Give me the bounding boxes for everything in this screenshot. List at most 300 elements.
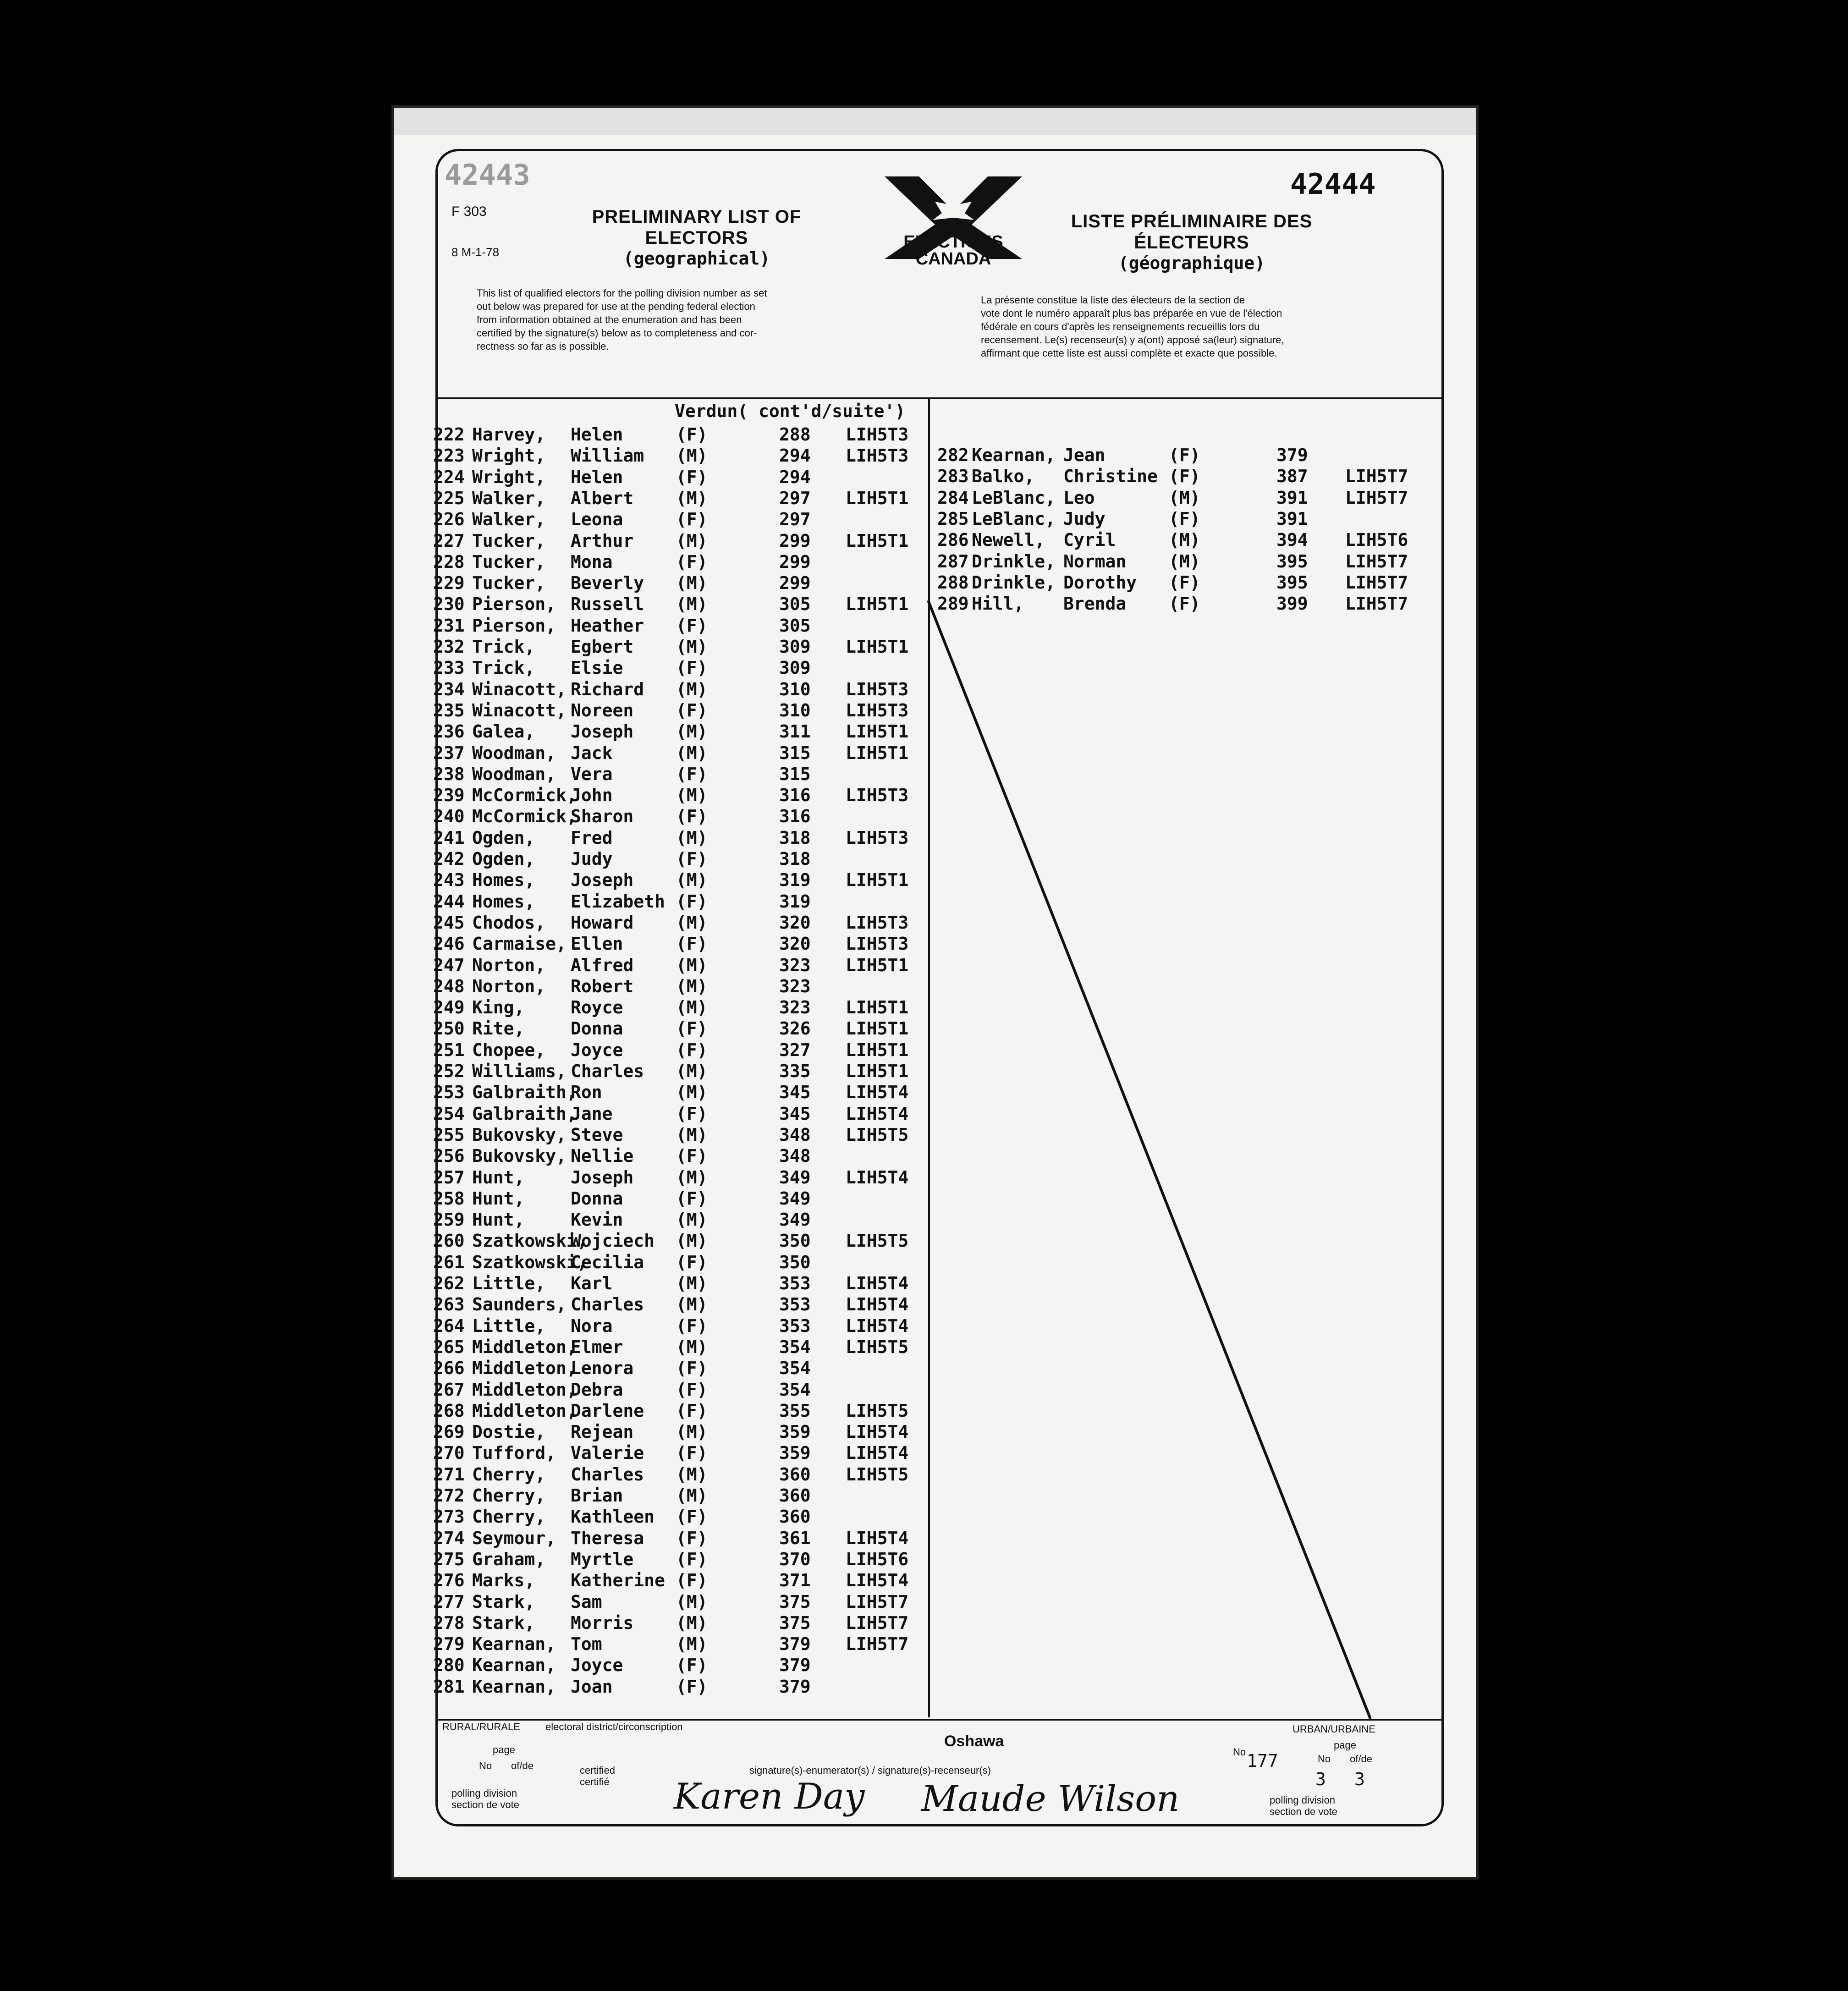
- elector-postal-code: LIH5T1: [846, 488, 909, 508]
- elector-house-number: 360: [779, 1507, 811, 1527]
- elector-sex: (M): [676, 1485, 708, 1506]
- elector-sex: (F): [676, 658, 708, 678]
- elector-house-number: 354: [779, 1336, 811, 1357]
- elector-number: 266: [433, 1358, 465, 1379]
- elector-given-name: Cyril: [1063, 530, 1116, 550]
- elector-house-number: 350: [779, 1231, 811, 1251]
- elector-sex: (F): [676, 1315, 708, 1336]
- cancel-diagonal-line: [394, 108, 1476, 1877]
- elector-surname: Cherry,: [472, 1507, 546, 1527]
- elector-house-number: 310: [779, 700, 811, 720]
- elector-sex: (F): [676, 1188, 708, 1209]
- certified-label-en: certified: [580, 1765, 616, 1776]
- elector-given-name: Brenda: [1063, 594, 1127, 614]
- elector-house-number: 316: [779, 785, 811, 806]
- page-number: 3: [1315, 1769, 1326, 1789]
- elector-given-name: William: [571, 446, 644, 466]
- elector-surname: Cherry,: [472, 1485, 546, 1506]
- elector-surname: Pierson,: [472, 594, 556, 615]
- logo-text-canada: CANADA: [915, 249, 991, 269]
- rural-label: RURAL/RURALE: [442, 1721, 520, 1732]
- elector-given-name: Judy: [571, 849, 613, 869]
- elector-given-name: Myrtle: [571, 1549, 634, 1569]
- elector-postal-code: LIH5T4: [846, 1422, 909, 1442]
- elector-sex: (M): [676, 742, 708, 763]
- elector-sex: (M): [676, 1634, 708, 1655]
- elector-number: 286: [937, 530, 969, 550]
- elector-surname: Kearnan,: [472, 1655, 556, 1676]
- elector-number: 284: [937, 487, 969, 508]
- elector-postal-code: LIH5T4: [846, 1167, 909, 1188]
- elector-number: 255: [433, 1124, 465, 1145]
- elector-sex: (M): [676, 997, 708, 1018]
- elector-number: 247: [433, 955, 465, 975]
- elector-sex: (M): [676, 912, 708, 933]
- elector-number: 270: [433, 1443, 465, 1463]
- elector-sex: (M): [676, 976, 708, 996]
- elector-house-number: 348: [779, 1146, 811, 1166]
- elector-sex: (F): [676, 551, 708, 572]
- elector-surname: Saunders,: [472, 1294, 566, 1315]
- elector-given-name: Nellie: [571, 1146, 634, 1166]
- page-total: 3: [1354, 1769, 1365, 1789]
- elector-given-name: Jack: [571, 742, 613, 763]
- elector-house-number: 353: [779, 1294, 811, 1315]
- elector-postal-code: LIH5T3: [846, 912, 909, 933]
- elector-house-number: 350: [779, 1252, 811, 1272]
- elector-given-name: Charles: [571, 1061, 644, 1081]
- title-en-line1: PRELIMINARY LIST OF: [592, 207, 802, 227]
- elector-number: 249: [433, 997, 465, 1018]
- elector-sex: (F): [676, 1103, 708, 1124]
- elector-sex: (F): [676, 1018, 708, 1039]
- elector-postal-code: LIH5T1: [846, 530, 909, 551]
- elector-house-number: 319: [779, 870, 811, 891]
- elector-sex: (M): [1169, 551, 1200, 572]
- elector-sex: (F): [676, 1146, 708, 1166]
- notice-fr-line: recensement. Le(s) recenseur(s) y a(ont) apposé sa(leur) signature,: [981, 334, 1284, 346]
- elector-sex: (F): [1169, 508, 1200, 529]
- elector-number: 276: [433, 1570, 465, 1591]
- elector-postal-code: LIH5T5: [846, 1231, 909, 1251]
- elector-surname: Tufford,: [472, 1443, 556, 1463]
- no-label-right: No: [1233, 1746, 1246, 1758]
- elector-sex: (M): [676, 870, 708, 891]
- elector-surname: Winacott,: [472, 700, 566, 720]
- subtitle-en: (geographical): [623, 248, 770, 269]
- elector-number: 234: [433, 679, 465, 699]
- title-fr-line2: ÉLECTEURS: [1134, 232, 1249, 253]
- elector-sex: (F): [676, 1400, 708, 1421]
- elector-house-number: 348: [779, 1124, 811, 1145]
- elector-surname: Hunt,: [472, 1188, 525, 1209]
- elector-house-number: 360: [779, 1485, 811, 1506]
- elector-house-number: 299: [779, 573, 811, 594]
- elector-given-name: Vera: [571, 764, 613, 784]
- elector-surname: Norton,: [472, 976, 546, 996]
- elector-surname: Pierson,: [472, 615, 556, 636]
- elector-surname: McCormick,: [472, 785, 577, 806]
- elector-given-name: Norman: [1063, 551, 1127, 572]
- elector-postal-code: LIH5T4: [846, 1528, 909, 1548]
- elector-number: 261: [433, 1252, 465, 1272]
- elector-given-name: Egbert: [571, 637, 634, 657]
- elector-sex: (M): [676, 785, 708, 806]
- elector-house-number: 305: [779, 594, 811, 615]
- elector-given-name: Charles: [571, 1464, 644, 1485]
- polling-label-right-en: polling division: [1270, 1794, 1336, 1806]
- elector-postal-code: LIH5T7: [1345, 466, 1408, 487]
- elector-surname: Woodman,: [472, 742, 556, 763]
- elector-given-name: Joyce: [571, 1655, 623, 1676]
- elector-number: 288: [937, 572, 969, 593]
- elector-postal-code: LIH5T1: [846, 1040, 909, 1060]
- elector-sex: (M): [676, 1422, 708, 1442]
- elector-given-name: Ron: [571, 1082, 602, 1103]
- elector-number: 242: [433, 849, 465, 869]
- elector-surname: Tucker,: [472, 551, 546, 572]
- elector-postal-code: LIH5T4: [846, 1103, 909, 1124]
- section-heading: Verdun( cont'd/suite'): [675, 401, 906, 421]
- elector-surname: Hunt,: [472, 1167, 525, 1188]
- elector-house-number: 311: [779, 721, 811, 742]
- notice-fr-line: La présente constitue la liste des électeurs de la section de: [981, 294, 1245, 306]
- elector-sex: (M): [676, 1210, 708, 1230]
- elector-postal-code: LIH5T4: [846, 1315, 909, 1336]
- elector-house-number: 326: [779, 1018, 811, 1039]
- certified-label-fr: certifié: [580, 1776, 610, 1788]
- elector-given-name: Karl: [571, 1273, 613, 1293]
- elector-given-name: John: [571, 785, 613, 806]
- elector-number: 250: [433, 1018, 465, 1039]
- elector-given-name: Robert: [571, 976, 634, 996]
- elector-surname: Trick,: [472, 658, 535, 678]
- elector-given-name: Helen: [571, 424, 623, 445]
- elector-number: 245: [433, 912, 465, 933]
- elector-house-number: 370: [779, 1549, 811, 1569]
- elector-house-number: 395: [1276, 551, 1308, 572]
- elector-house-number: 375: [779, 1612, 811, 1633]
- elector-number: 251: [433, 1040, 465, 1060]
- elector-sex: (M): [676, 1336, 708, 1357]
- elector-house-number: 319: [779, 891, 811, 912]
- elector-number: 277: [433, 1591, 465, 1612]
- elector-surname: Galbraith,: [472, 1082, 577, 1103]
- elector-number: 256: [433, 1146, 465, 1166]
- elector-number: 244: [433, 891, 465, 912]
- polling-label-left-en: polling division: [451, 1788, 517, 1799]
- elector-given-name: Leo: [1063, 487, 1095, 508]
- elector-number: 274: [433, 1528, 465, 1548]
- elector-house-number: 299: [779, 551, 811, 572]
- elector-number: 238: [433, 764, 465, 784]
- elector-postal-code: LIH5T7: [1345, 572, 1408, 593]
- elector-number: 227: [433, 530, 465, 551]
- elector-surname: Wright,: [472, 446, 546, 466]
- title-en-line2: ELECTORS: [645, 228, 748, 248]
- elector-number: 278: [433, 1612, 465, 1633]
- elector-given-name: Heather: [571, 615, 644, 636]
- of-label-left: of/de: [511, 1760, 534, 1771]
- elector-postal-code: LIH5T1: [846, 997, 909, 1018]
- elector-surname: Stark,: [472, 1591, 535, 1612]
- elector-number: 260: [433, 1231, 465, 1251]
- elector-given-name: Jean: [1063, 445, 1106, 465]
- elector-given-name: Elizabeth: [571, 891, 665, 912]
- elector-number: 226: [433, 509, 465, 530]
- elector-number: 252: [433, 1061, 465, 1081]
- elector-surname: McCormick,: [472, 806, 577, 827]
- elector-house-number: 375: [779, 1591, 811, 1612]
- elector-house-number: 379: [779, 1676, 811, 1697]
- elector-number: 229: [433, 573, 465, 594]
- elector-postal-code: LIH5T4: [846, 1570, 909, 1591]
- elector-number: 246: [433, 934, 465, 954]
- elector-postal-code: LIH5T1: [846, 721, 909, 742]
- elector-given-name: Helen: [571, 467, 623, 487]
- elector-sex: (F): [676, 424, 708, 445]
- urban-label: URBAN/URBAINE: [1292, 1723, 1375, 1735]
- elector-given-name: Joseph: [571, 1167, 634, 1188]
- elector-surname: Hill,: [972, 594, 1024, 614]
- elector-house-number: 294: [779, 446, 811, 466]
- elector-given-name: Beverly: [571, 573, 644, 594]
- elector-surname: Graham,: [472, 1549, 546, 1569]
- elector-house-number: 323: [779, 997, 811, 1018]
- elector-given-name: Morris: [571, 1612, 634, 1633]
- elector-postal-code: LIH5T1: [846, 1061, 909, 1081]
- elector-number: 285: [937, 508, 969, 529]
- elector-number: 248: [433, 976, 465, 996]
- elector-surname: Chodos,: [472, 912, 546, 933]
- elector-sex: (F): [676, 764, 708, 784]
- elector-number: 267: [433, 1379, 465, 1400]
- elector-surname: Kearnan,: [972, 445, 1056, 465]
- elector-sex: (F): [676, 849, 708, 869]
- elector-number: 237: [433, 742, 465, 763]
- elector-sex: (M): [676, 1464, 708, 1485]
- elector-house-number: 354: [779, 1358, 811, 1379]
- elector-postal-code: LIH5T1: [846, 742, 909, 763]
- elector-given-name: Noreen: [571, 700, 634, 720]
- elector-postal-code: LIH5T3: [846, 785, 909, 806]
- elector-given-name: Alfred: [571, 955, 634, 975]
- elector-given-name: Wojciech: [571, 1231, 655, 1251]
- elector-given-name: Lenora: [571, 1358, 634, 1379]
- elector-given-name: Leona: [571, 509, 623, 530]
- elector-house-number: 318: [779, 827, 811, 848]
- of-label-right: of/de: [1350, 1753, 1372, 1765]
- elector-postal-code: LIH5T5: [846, 1336, 909, 1357]
- title-fr-line1: LISTE PRÉLIMINAIRE DES: [1071, 211, 1313, 231]
- elector-house-number: 353: [779, 1315, 811, 1336]
- elector-postal-code: LIH5T3: [846, 934, 909, 954]
- elector-surname: Bukovsky,: [472, 1146, 566, 1166]
- elector-surname: Walker,: [472, 509, 546, 530]
- elector-house-number: 359: [779, 1422, 811, 1442]
- elector-number: 272: [433, 1485, 465, 1506]
- elector-given-name: Joan: [571, 1676, 613, 1697]
- elector-postal-code: LIH5T4: [846, 1082, 909, 1103]
- elector-surname: Stark,: [472, 1612, 535, 1633]
- polling-label-right-fr: section de vote: [1270, 1806, 1337, 1817]
- elector-house-number: 355: [779, 1400, 811, 1421]
- subtitle-fr: (géographique): [1118, 253, 1265, 273]
- elector-house-number: 318: [779, 849, 811, 869]
- elector-surname: Kearnan,: [472, 1634, 556, 1655]
- elector-given-name: Charles: [571, 1294, 644, 1315]
- no-label-left: No: [479, 1760, 492, 1771]
- page-label-left: page: [493, 1744, 515, 1755]
- elector-given-name: Albert: [571, 488, 634, 508]
- elector-sex: (F): [1169, 445, 1200, 465]
- elector-postal-code: LIH5T1: [846, 955, 909, 975]
- elector-number: 230: [433, 594, 465, 615]
- elector-number: 239: [433, 785, 465, 806]
- elector-number: 224: [433, 467, 465, 487]
- elector-number: 259: [433, 1210, 465, 1230]
- elector-surname: Drinkle,: [972, 572, 1056, 593]
- elector-sex: (F): [676, 1655, 708, 1676]
- elector-given-name: Elmer: [571, 1336, 623, 1357]
- elector-house-number: 379: [779, 1655, 811, 1676]
- elector-house-number: 354: [779, 1379, 811, 1400]
- elector-sex: (M): [676, 446, 708, 466]
- elector-sex: (F): [676, 615, 708, 636]
- elector-house-number: 353: [779, 1273, 811, 1293]
- elector-postal-code: LIH5T4: [846, 1443, 909, 1463]
- elector-sex: (F): [676, 1358, 708, 1379]
- elector-given-name: Tom: [571, 1634, 602, 1655]
- elector-number: 262: [433, 1273, 465, 1293]
- elector-sex: (F): [676, 1528, 708, 1548]
- elector-postal-code: LIH5T1: [846, 1018, 909, 1039]
- elector-postal-code: LIH5T3: [846, 700, 909, 720]
- elector-given-name: Russell: [571, 594, 644, 615]
- elector-number: 243: [433, 870, 465, 891]
- elector-sex: (F): [676, 1040, 708, 1060]
- elector-sex: (M): [676, 1273, 708, 1293]
- elector-number: 254: [433, 1103, 465, 1124]
- elector-number: 275: [433, 1549, 465, 1569]
- elector-surname: Galbraith,: [472, 1103, 577, 1124]
- elector-sex: (F): [676, 1549, 708, 1569]
- elector-surname: Marks,: [472, 1570, 535, 1591]
- elector-number: 280: [433, 1655, 465, 1676]
- elector-postal-code: LIH5T1: [846, 594, 909, 615]
- elector-sex: (M): [676, 1124, 708, 1145]
- elector-house-number: 399: [1276, 594, 1308, 614]
- signature-enumerator-1: Karen Day: [674, 1776, 865, 1817]
- elector-house-number: 297: [779, 509, 811, 530]
- elector-given-name: Christine: [1063, 466, 1158, 487]
- elector-surname: Middleton,: [472, 1336, 577, 1357]
- elector-number: 223: [433, 446, 465, 466]
- notice-fr-line: affirmant que cette liste est aussi complète et exacte que possible.: [981, 347, 1277, 359]
- elector-house-number: 371: [779, 1570, 811, 1591]
- elector-given-name: Donna: [571, 1188, 623, 1209]
- elector-surname: Szatkowski,: [472, 1231, 588, 1251]
- elector-postal-code: LIH5T4: [846, 1294, 909, 1315]
- elector-given-name: Mona: [571, 551, 613, 572]
- elector-postal-code: LIH5T1: [846, 637, 909, 657]
- elector-surname: Kearnan,: [472, 1676, 556, 1697]
- notice-en-line: from information obtained at the enumeration and has been: [477, 314, 742, 325]
- notice-en-line: rectness so far as is possible.: [477, 341, 609, 352]
- elector-given-name: Dorothy: [1063, 572, 1137, 593]
- elector-house-number: 349: [779, 1188, 811, 1209]
- elector-given-name: Steve: [571, 1124, 623, 1145]
- elector-surname: Woodman,: [472, 764, 556, 784]
- elector-surname: Harvey,: [472, 424, 546, 445]
- elector-sex: (M): [676, 594, 708, 615]
- elector-surname: Cherry,: [472, 1464, 546, 1485]
- elector-given-name: Darlene: [571, 1400, 644, 1421]
- elector-sex: (M): [676, 721, 708, 742]
- elector-surname: Carmaise,: [472, 934, 566, 954]
- elector-given-name: Donna: [571, 1018, 623, 1039]
- elector-house-number: 297: [779, 488, 811, 508]
- elector-sex: (F): [676, 1443, 708, 1463]
- elector-sex: (M): [676, 679, 708, 699]
- elector-number: 282: [937, 445, 969, 465]
- elector-given-name: Royce: [571, 997, 623, 1018]
- elector-number: 279: [433, 1634, 465, 1655]
- elector-sex: (F): [676, 467, 708, 487]
- elector-house-number: 327: [779, 1040, 811, 1060]
- form-code: F 303: [451, 204, 487, 219]
- elector-house-number: 315: [779, 742, 811, 763]
- elector-house-number: 361: [779, 1528, 811, 1548]
- elector-surname: King,: [472, 997, 525, 1018]
- elector-given-name: Sharon: [571, 806, 634, 827]
- elector-surname: Winacott,: [472, 679, 566, 699]
- elector-given-name: Kathleen: [571, 1507, 655, 1527]
- elector-surname: Walker,: [472, 488, 546, 508]
- elector-sex: (M): [676, 573, 708, 594]
- elector-surname: Norton,: [472, 955, 546, 975]
- elector-surname: Tucker,: [472, 573, 546, 594]
- elector-house-number: 345: [779, 1082, 811, 1103]
- signature-enumerator-2: Maude Wilson: [921, 1778, 1180, 1820]
- elector-given-name: Valerie: [571, 1443, 644, 1463]
- elector-given-name: Ellen: [571, 934, 623, 954]
- elector-surname: LeBlanc,: [972, 487, 1056, 508]
- elector-postal-code: LIH5T3: [846, 827, 909, 848]
- elector-sex: (F): [676, 1676, 708, 1697]
- elector-sex: (M): [676, 1591, 708, 1612]
- elector-number: 222: [433, 424, 465, 445]
- elector-number: 268: [433, 1400, 465, 1421]
- elector-house-number: 359: [779, 1443, 811, 1463]
- elector-surname: LeBlanc,: [972, 508, 1056, 529]
- elector-sex: (F): [1169, 466, 1200, 487]
- elector-number: 265: [433, 1336, 465, 1357]
- elector-number: 281: [433, 1676, 465, 1697]
- elector-house-number: 387: [1276, 466, 1308, 487]
- form-number: 42444: [1290, 167, 1376, 201]
- elector-sex: (F): [676, 509, 708, 530]
- elector-sex: (F): [676, 1379, 708, 1400]
- elector-surname: Homes,: [472, 891, 535, 912]
- elector-sex: (F): [676, 1252, 708, 1272]
- elector-number: 253: [433, 1082, 465, 1103]
- elector-house-number: 323: [779, 976, 811, 996]
- elector-house-number: 320: [779, 912, 811, 933]
- notice-en-line: certified by the signature(s) below as to completeness and cor-: [477, 327, 757, 339]
- elector-sex: (M): [676, 955, 708, 975]
- district-value: Oshawa: [944, 1732, 1004, 1750]
